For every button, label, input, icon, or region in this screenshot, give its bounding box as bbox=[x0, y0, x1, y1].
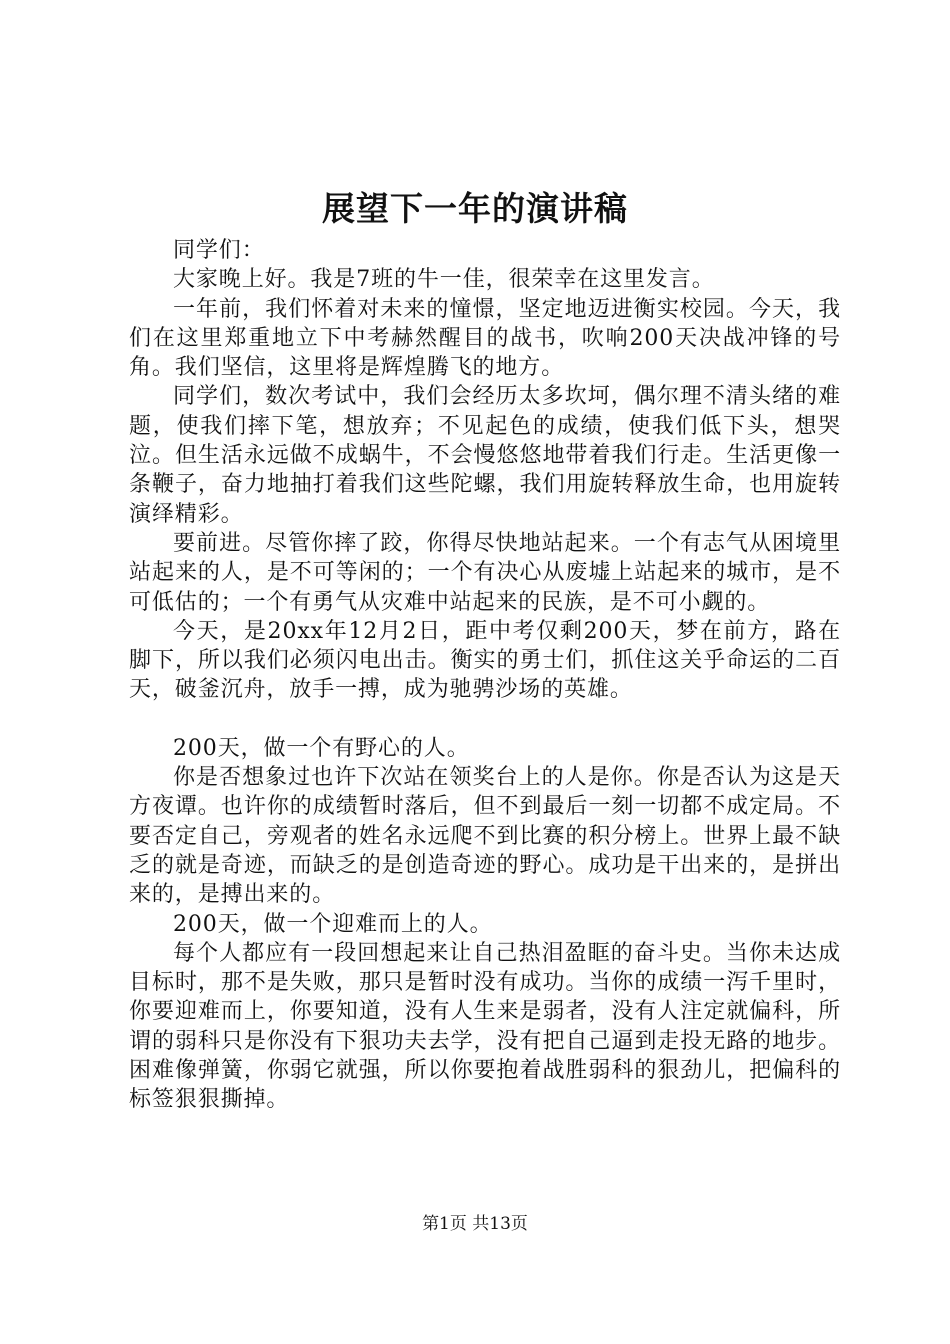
paragraph-ambition-heading: 200天，做一个有野心的人。 bbox=[173, 735, 470, 761]
document-body bbox=[129, 236, 841, 1115]
document-title: 展望下一年的演讲稿 bbox=[322, 189, 628, 228]
page-number-footer: 第1页 共13页 bbox=[422, 1214, 528, 1234]
paragraph-stand-up: 要前进。尽管你摔了跤，你得尽快地站起来。一个有志气从困境里站起来的人，是不可等闲的；一个有决心从废墟上站起来的城市，是不可低估的；一个有勇气从灾难中站起来的民族，是不可小觑的。 bbox=[129, 530, 841, 615]
paragraph-exam-struggles: 同学们，数次考试中，我们会经历太多坎坷，偶尔理不清头绪的难题，使我们摔下笔，想放弃；不见起色的成绩，使我们低下头，想哭泣。但生活永远做不成蜗牛，不会慢悠悠地带着我们行走。生活更像一条鞭子，奋力地抽打着我们这些陀螺，我们用旋转释放生命，也用旋转演绎精彩。 bbox=[129, 384, 841, 527]
paragraph-face-difficulty: 每个人都应有一段回想起来让自己热泪盈眶的奋斗史。当你未达成目标时，那不是失败，那只是暂时没有成功。当你的成绩一泻千里时，你要迎难而上，你要知道，没有人生来是弱者，没有人注定就偏科，所谓的弱科只是你没有下狠功夫去学，没有把自己逼到走投无路的地步。困难像弹簧，你弱它就强，所以你要抱着战胜弱科的狠劲儿，把偏科的标签狠狠撕掉。 bbox=[129, 940, 841, 1113]
paragraph-ambition: 你是否想象过也许下次站在领奖台上的人是你。你是否认为这是天方夜谭。也许你的成绩暂时落后，但不到最后一刻一切都不成定局。不要否定自己，旁观者的姓名永远爬不到比赛的积分榜上。世界上最不缺乏的就是奇迹，而缺乏的是创造奇迹的野心。成功是干出来的，是拼出来的，是搏出来的。 bbox=[129, 765, 841, 908]
paragraph-greeting: 同学们： bbox=[173, 238, 265, 263]
paragraph-introduction: 大家晚上好。我是7班的牛一佳，很荣幸在这里发言。 bbox=[173, 267, 715, 293]
paragraph-gap bbox=[129, 705, 841, 734]
paragraph-countdown: 今天，是20xx年12月2日，距中考仅剩200天，梦在前方，路在脚下，所以我们必须闪电出击。衡实的勇士们，抓住这关乎命运的二百天，破釜沉舟，放手一搏，成为驰骋沙场的英雄。 bbox=[129, 618, 841, 703]
paragraph-one-year-ago: 一年前，我们怀着对未来的憧憬，坚定地迈进衡实校园。今天，我们在这里郑重地立下中考赫然醒目的战书，吹响200天决战冲锋的号角。我们坚信，这里将是辉煌腾飞的地方。 bbox=[129, 296, 841, 381]
paragraph-face-difficulty-heading: 200天，做一个迎难而上的人。 bbox=[173, 911, 493, 937]
